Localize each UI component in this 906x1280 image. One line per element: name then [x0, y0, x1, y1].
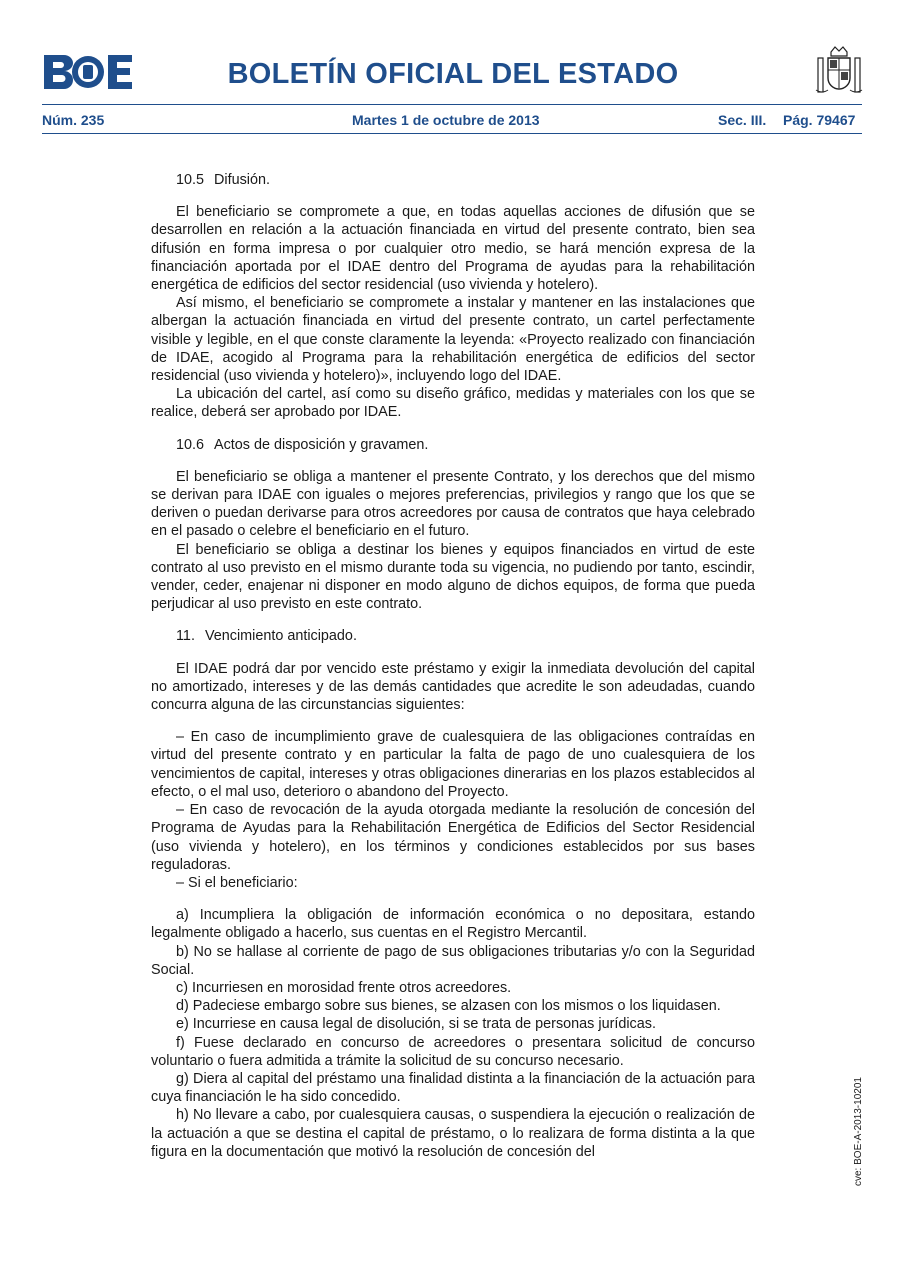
dash-list-item: – En caso de incumplimiento grave de cualesquiera de las obligaciones contraídas en virtud del presente contrato y en particular la falta de pago de uno cualesquiera de los vencimientos de capital, intereses y otras obligaciones dinerarias en los plazos establecidos al efecto, o el mal uso, deterioro o abandono del Proyecto. [151, 729, 755, 800]
section-number: 11. [176, 628, 195, 645]
paragraph: El beneficiario se obliga a destinar los bienes y equipos financiados en virtud de este contrato al uso previsto en el mismo durante toda su vigencia, no pudiendo por tanto, escindir, vender, ceder, enajenar ni disponer en modo alguno de dichos equipos, de forma que pueda perjudicar al uso previsto en este contrato. [151, 541, 755, 613]
dash-list-item: – En caso de revocación de la ayuda otorgada mediante la resolución de concesión del Programa de Ayudas para la Rehabilitación Energética de Edificios del Sector Residencial (uso vivienda y hotelero), en los términos y condiciones establecidos por sus bases reguladoras. [151, 802, 755, 873]
paragraph: El beneficiario se obliga a mantener el presente Contrato, y los derechos que del mismo se derivan para IDAE con iguales o mejores preferencias, privilegios y rango que los que se deriven o puedan derivarse para otros acreedores por causa de contratos que haya celebrado en el pasado o celebre el beneficiario en el futuro. [151, 468, 755, 540]
issue-number: Núm. 235 [42, 112, 105, 128]
section-heading-10-5 [151, 171, 755, 189]
section-heading-11 [151, 627, 755, 645]
lettered-list-item: e) Incurriese en causa legal de disolución, si se trata de personas jurídicas. [176, 1016, 656, 1033]
lettered-list-item: a) Incumpliera la obligación de información económica o no depositara, estando legalmente obligado a hacerlo, sus cuentas en el Registro Mercantil. [151, 907, 755, 942]
boe-logo-icon [42, 53, 134, 91]
section-heading-10-6 [151, 436, 755, 454]
dash-list-item: – Si el beneficiario: [176, 874, 298, 891]
cve-code: cve: BOE-A-2013-10201 [853, 1077, 864, 1186]
lettered-list-item: h) No llevare a cabo, por cualesquiera causas, o suspendiera la ejecución o realización de la actuación a que se destina el capital de préstamo, o lo realizara de forma distinta a la que figura en la documentación que motivó la resolución de concesión del [151, 1107, 755, 1160]
section-number: 10.6 [176, 436, 205, 453]
section-title: Actos de disposición y gravamen. [214, 436, 429, 453]
lettered-list-item: d) Padeciese embargo sobre sus bienes, se alzasen con los mismos o los liquidasen. [176, 998, 721, 1015]
page-title: BOLETÍN OFICIAL DEL ESTADO [227, 58, 679, 90]
lettered-list-item: f) Fuese declarado en concurso de acreedores o presentara solicitud de concurso voluntario o fuera admitida a trámite la solicitud de su concurso necesario. [151, 1034, 755, 1069]
paragraph: El IDAE podrá dar por vencido este préstamo y exigir la inmediata devolución del capital no amortizado, intereses y de las demás cantidades que acredite le son adeudadas, cuando concurra alguna de las circunstancias siguientes: [151, 660, 755, 714]
paragraph: La ubicación del cartel, así como su diseño gráfico, medidas y materiales con los que se realice, deberá ser aprobado por IDAE. [151, 386, 755, 421]
header-rule-bottom [42, 133, 862, 134]
paragraph: El beneficiario se compromete a que, en todas aquellas acciones de difusión que se desarrollen en relación a la actuación financiada en virtud del presente contrato, bien sea difusión en forma impresa o por cualquier otro medio, se hará mención expresa de la financiación aportada por el IDAE dentro del Programa de ayudas para la rehabilitación energética de edificios del sector residencial (uso vivienda y hotelero). [151, 204, 755, 294]
section-label: Sec. III. [718, 112, 767, 128]
section-title: Vencimiento anticipado. [204, 628, 357, 645]
section-number: 10.5 [176, 172, 205, 188]
paragraph: Así mismo, el beneficiario se compromete a instalar y mantener en las instalaciones que albergan la actuación financiada en virtud del presente contrato, un cartel perfectamente visible y legible, en el que conste claramente la leyenda: «Proyecto realizado con financiación de IDAE, acogido al Programa para la rehabilitación energética de edificios del sector residencial (uso vivienda y hotelero)», incluyendo logo del IDAE. [151, 295, 755, 385]
coat-of-arms-icon [814, 44, 864, 98]
issue-date: Martes 1 de octubre de 2013 [352, 112, 540, 128]
section-title: Difusión. [214, 172, 271, 188]
page-number: Pág. 79467 [783, 112, 856, 128]
lettered-list-item: g) Diera al capital del préstamo una finalidad distinta a la financiación de la actuación para cuya financiación le ha sido concedido. [151, 1070, 755, 1106]
lettered-list-item: c) Incurriesen en morosidad frente otros acreedores. [176, 979, 512, 996]
document-body [151, 171, 755, 1161]
header-rule-top [42, 104, 862, 105]
lettered-list-item: b) No se hallase al corriente de pago de sus obligaciones tributarias y/o con la Seguridad Social. [151, 943, 755, 978]
